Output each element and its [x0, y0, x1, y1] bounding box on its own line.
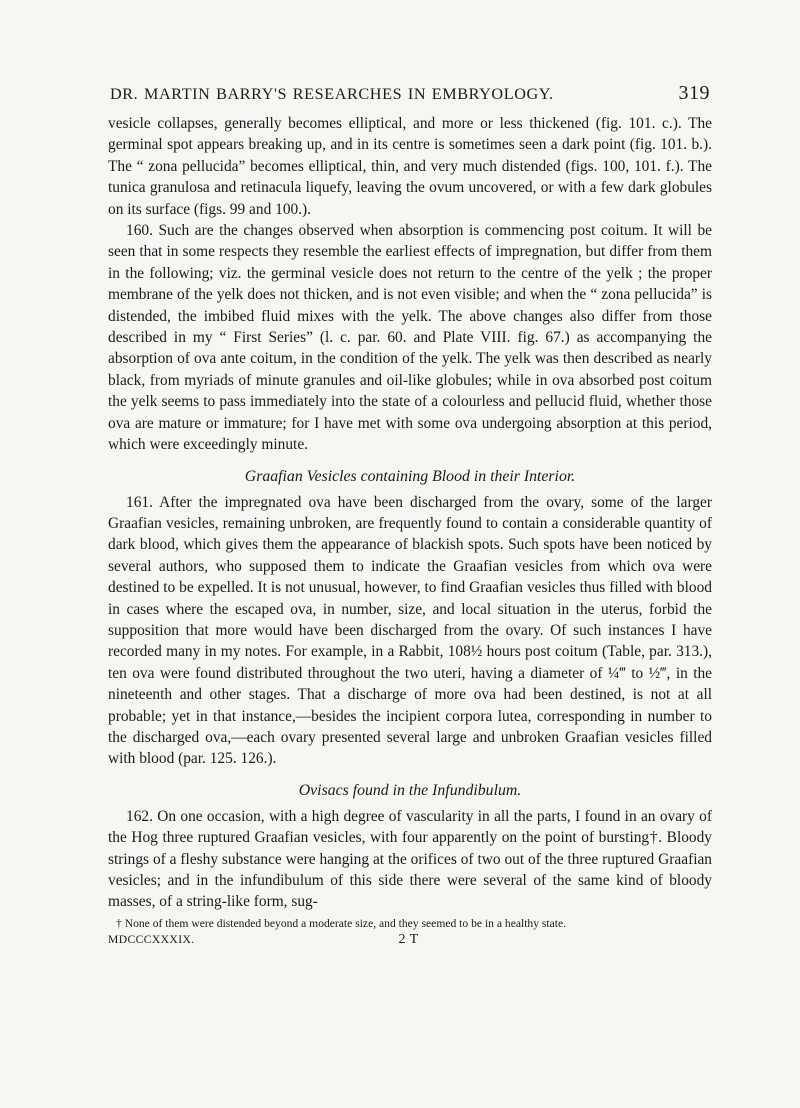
section-heading-ovisacs: Ovisacs found in the Infundibulum.: [298, 781, 522, 799]
signature-sheet: 2 T: [398, 931, 419, 947]
signature-year: MDCCCXXXIX.: [108, 932, 195, 946]
footnote: † None of them were distended beyond a moderate size, and they seemed to be in a healthy state.: [116, 916, 567, 930]
paragraph-continuation: vesicle collapses, generally becomes elliptical, and more or less thickened (fig. 101. c.). The germinal spot appears breaking up, and in its centre is sometimes seen a dark point (fig. 101. b.). The “ zona pellucida” becomes elliptical, thin, and very much distended (figs. 100, 101. f.). The tunica granulosa and retinacula liquefy, leaving the ovum uncovered, or with a few dark globules on its surface (figs. 99 and 100.).: [108, 115, 712, 218]
paragraph-162: 162. On one occasion, with a high degree of vascularity in all the parts, I found in an ovary of the Hog three ruptured Graafian vesicles, with four apparently on the point of bursting†. Bloody strings of a fleshy substance were hanging at the orifices of two out of the three ruptured Graafian vesicles; and in the infundibulum of this side there were several of the same kind of bloody masses, of a string-like form, sug-: [108, 807, 712, 911]
signature-line: [108, 932, 712, 948]
section-heading-graafian-vesicles: Graafian Vesicles containing Blood in their Interior.: [244, 467, 576, 485]
body-text: [108, 113, 712, 948]
paragraph-161: 161. After the impregnated ova have been discharged from the ovary, some of the larger Graafian vesicles, remaining unbroken, are frequently found to contain a considerable quantity of dark blood, which gives them the appearance of blackish spots. Such spots have been noticed by several authors, who supposed them to indicate the Graafian vesicles from which ova were destined to be expelled. It is not unusual, however, to find Graafian vesicles thus filled with blood in cases where the escaped ova, in number, size, and local situation in the uterus, forbid the supposition that more would have been discharged from the ovary. Of such instances I have recorded many in my notes. For example, in a Rabbit, 108½ hours post coitum (Table, par. 313.), ten ova were found distributed throughout the two uteri, having a diameter of ¼‴ to ½‴, in the nineteenth and other stages. That a discharge of more ova had been destined, is not at all probable; yet in that instance,—besides the incipient corpora lutea, corresponding in number to the discharged ova,—each ovary presented several large and unbroken Graafian vesicles filled with blood (par. 125. 126.).: [108, 493, 712, 768]
paragraph-160: 160. Such are the changes observed when absorption is commencing post coitum. It will be seen that in some respects they resemble the earliest effects of impregnation, but differ from them in the following; viz. the germinal vesicle does not return to the centre of the yelk ; the proper membrane of the yelk does not thicken, and is not even visible; and when the “ zona pellucida” is distended, the imbibed fluid mixes with the yelk. The above changes also differ from those described in my “ First Series” (l. c. par. 60. and Plate VIII. fig. 67.) as accompanying the absorption of ova ante coitum, in the condition of the yelk. The yelk was then described as nearly black, from myriads of minute granules and oil-like globules; while in ova absorbed post coitum the yelk seems to pass immediately into the state of a colourless and pellucid fluid, whether those ova are mature or immature; for I have met with some ova undergoing absorption at this period, which were exceedingly minute.: [108, 222, 712, 454]
page-header: [110, 82, 710, 105]
running-head: DR. MARTIN BARRY'S RESEARCHES IN EMBRYOLOGY.: [110, 85, 554, 103]
page-number: 319: [678, 82, 710, 104]
